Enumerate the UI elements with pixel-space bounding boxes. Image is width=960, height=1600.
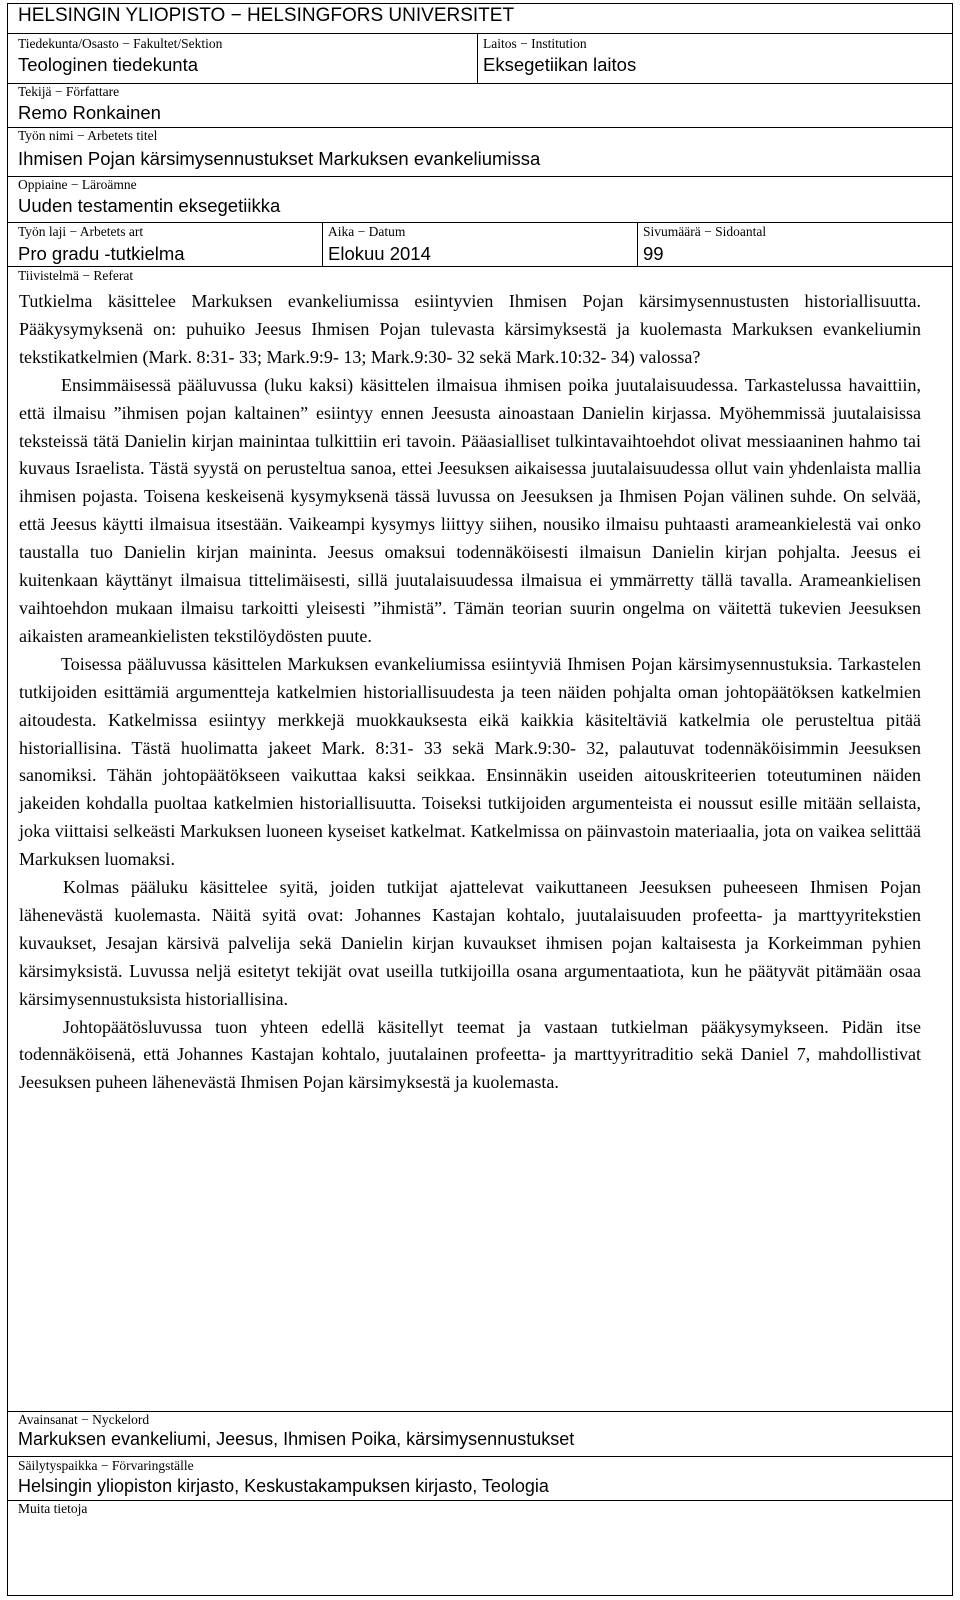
- subject-label: Oppiaine − Läroämne: [18, 177, 137, 192]
- subject-row: [8, 176, 952, 177]
- author-row: [8, 83, 952, 84]
- storage-row: [8, 1456, 952, 1457]
- keywords-value: Markuksen evankeliumi, Jeesus, Ihmisen Poika, kärsimysennustukset: [18, 1429, 575, 1449]
- abstract-paragraph: Kolmas pääluku käsittelee syitä, joiden tutkijat ajattelevat vaikuttaneen Jeesuksen puheeseen Ihmisen Pojan lähenevästä kuolemasta. Näitä syitä ovat: Johannes Kastajan kohtalo, juutalaisuuden profeetta- ja marttyyritekstien kuvaukset, Jesajan kärsivä palvelija sekä Danielin kirjan kuvaukset ihmisen pojan kaltaisesta ja Korkeimman pyhien kärsimyksistä. Luvussa neljä esitetyt tekijät ovat useilla tutkijoilla osana argumentaatiota, kun he päätyvät pitämään osaa kärsimysennustuksista historiallisina.: [19, 877, 921, 1009]
- faculty-value: Teologinen tiedekunta: [18, 54, 199, 75]
- abstract-paragraph: Tutkielma käsittelee Markuksen evankeliumissa esiintyvien Ihmisen Pojan kärsimysennustusten historiallisuutta. Pääkysymyksenä on: puhuiko Jeesus Ihmisen Pojan tulevasta kärsimyksestä ja kuolemasta Markuksen evankeliumin tekstikatkelmien (Mark. 8:31- 33; Mark.9:9- 13; Mark.9:30- 32 sekä Mark.10:32- 34) valossa?: [19, 291, 921, 367]
- storage-value: Helsingin yliopiston kirjasto, Keskustakampuksen kirjasto, Teologia: [18, 1476, 549, 1496]
- work-title-label: Työn nimi − Arbetets titel: [18, 128, 158, 143]
- work-type-row: [8, 222, 952, 223]
- abstract-row: [8, 266, 952, 267]
- abstract-paragraph: Toisessa pääluvussa käsittelen Markuksen evankeliumissa esiintyviä Ihmisen Pojan kärsimysennustuksia. Tarkastelen tutkijoiden esittämiä argumentteja katkelmien historiallisuudesta ja teen näiden pohjalta oman johtopäätöksen katkelmien aitoudesta. Katkelmissa esiintyy merkkejä muokkauksesta eikä kaikkia käsiteltäviä katkelmia ole perusteltua pitää historiallisina. Tästä huolimatta jakeet Mark. 8:31- 33 sekä Mark.9:30- 32, palautuvat todennäköisimmin Jeesuksen sanomiksi. Tähän johtopäätökseen vaikuttaa kaksi seikkaa. Ensinnäkin useiden aitouskriteerien toteutuminen näiden jakeiden kohdalla puoltaa katkelmien historiallisuutta. Toiseksi tutkijoiden argumenteista ei noussut esille mitään sellaista, joka viittaisi selkeästi Markuksen luoneen kyseiset katkelmat. Katkelmissa on päinvastoin materiaalia, jota on vaikea selittää Markuksen luomaksi.: [19, 653, 921, 870]
- faculty-label: Tiedekunta/Osasto − Fakultet/Sektion: [18, 36, 223, 51]
- abstract-body: [19, 288, 921, 1097]
- work-type-value: Pro gradu -tutkielma: [18, 243, 185, 264]
- author-value: Remo Ronkainen: [18, 102, 161, 123]
- work-type-label: Työn laji − Arbetets art: [18, 224, 144, 239]
- subject-value: Uuden testamentin eksegetiikka: [18, 195, 281, 216]
- date-pages-divider: [637, 222, 638, 266]
- work-title-value: Ihmisen Pojan kärsimysennustukset Markuksen evankeliumissa: [18, 148, 541, 169]
- abstract-paragraph: Johtopäätösluvussa tuon yhteen edellä käsitellyt teemat ja vastaan tutkielman pääkysymykseen. Pidän itse todennäköisenä, että Johannes Kastajan kohtalo, juutalainen profeetta- ja marttyyritraditio sekä Daniel 7, mahdollistivat Jeesuksen puheen lähenevästä Ihmisen Pojan kärsimyksestä ja kuolemasta.: [19, 1016, 921, 1093]
- other-info-row: [8, 1500, 952, 1501]
- keywords-row: [8, 1411, 952, 1412]
- department-label: Laitos − Institution: [483, 36, 587, 51]
- date-value: Elokuu 2014: [328, 243, 431, 264]
- department-value: Eksegetiikan laitos: [483, 54, 637, 75]
- pages-value: 99: [643, 243, 664, 264]
- keywords-label: Avainsanat − Nyckelord: [18, 1412, 150, 1427]
- other-info-label: Muita tietoja: [18, 1501, 88, 1516]
- abstract-label: Tiivistelmä − Referat: [18, 268, 134, 283]
- university-name: HELSINGIN YLIOPISTO − HELSINGFORS UNIVERSITET: [18, 5, 515, 26]
- thesis-abstract-form: [7, 3, 953, 1596]
- date-label: Aika − Datum: [328, 224, 406, 239]
- storage-label: Säilytyspaikka − Förvaringställe: [18, 1458, 194, 1473]
- faculty-department-divider: [477, 33, 478, 83]
- work-type-date-divider: [322, 222, 323, 266]
- author-label: Tekijä − Författare: [18, 84, 120, 99]
- pages-label: Sivumäärä − Sidoantal: [643, 224, 767, 239]
- abstract-paragraph: Ensimmäisessä pääluvussa (luku kaksi) käsittelen ilmaisua ihmisen poika juutalaisuudessa. Tarkastelussa havaittiin, että ilmaisu ”ihmisen pojan kaltainen” esiintyy ennen Jeesusta ainoastaan Danielin kirjassa. Myöhemmissä juutalaisissa teksteissä tätä Danielin kirjan mainintaa tulkittiin eri tavoin. Pääasialliset tulkintavaihtoehdot olivat messiaaninen hahmo tai kuvaus Israelista. Tästä syystä on perusteltua sanoa, ettei Jeesuksen aikaisessa juutalaisuudessa ollut vain yhdenlaista mallia ihmisen pojasta. Toisena keskeisenä kysymyksenä tässä luvussa on Jeesuksen ja Ihmisen Pojan välinen suhde. On selvää, että Jeesus käytti ilmaisua itsestään. Vaikeampi kysymys liittyy siihen, nousiko ilmaisu puhtaasti arameankielestä vai onko taustalla tuo Danielin kirjan maininta. Jeesus omaksui todennäköisesti ilmaisun Danielin kirjan pohjalta. Jeesus ei kuitenkaan käyttänyt ilmaisua tittelimäisesti, sillä juutalaisuudessa ilmaisua ei ymmärretty tällä tavalla. Arameankielisen vaihtoehdon mukaan ilmaisu tarkoitti yleisesti ”ihmistä”. Tämän teorian suurin ongelma on väitettä tukevien Jeesuksen aikaisten arameankielisten tekstilöydösten puute.: [19, 374, 921, 646]
